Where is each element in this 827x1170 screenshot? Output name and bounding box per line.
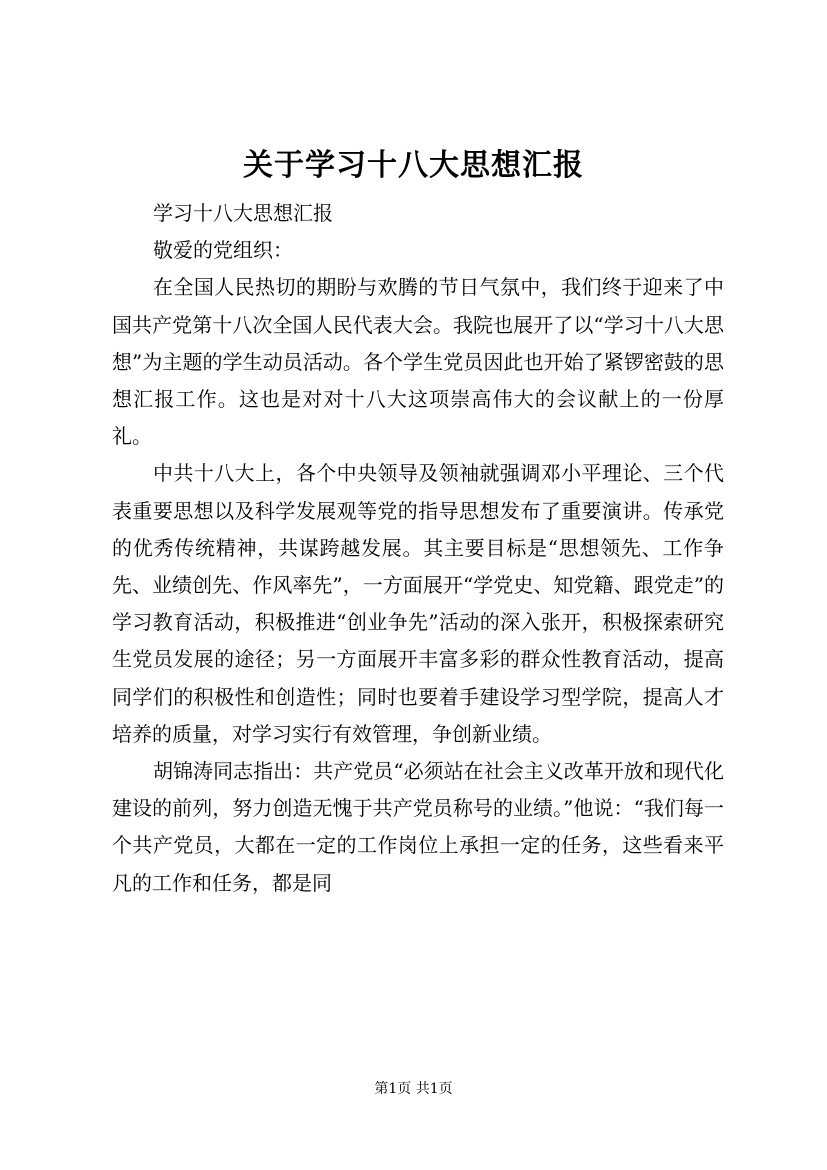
report-subtitle: 学习十八大思想汇报 bbox=[153, 201, 333, 225]
body-paragraph: 在全国人民热切的期盼与欢腾的节日气氛中，我们终于迎来了中国共产党第十八次全国人民代表大会。我院也展开了以“学习十八大思想”为主题的学生动员活动。各个学生党员因此也开始了紧锣密鼓的思想汇报工作。这也是对对十八大这项崇高伟大的会议献上的一份厚礼。 bbox=[112, 275, 724, 449]
page-footer: 第1页 共1页 bbox=[374, 1081, 453, 1097]
body-paragraph: 中共十八大上，各个中央领导及领袖就强调邓小平理论、三个代表重要思想以及科学发展观等党的指导思想发布了重要演讲。传承党的优秀传统精神，共谋跨越发展。其主要目标是“思想领先、工作争先、业绩创先、作风率先”，一方面展开“学党史、知党籍、跟党走”的学习教育活动，积极推进“创业争先”活动的深入张开，积极探索研究生党员发展的途径；另一方面展开丰富多彩的群众性教育活动，提高同学们的积极性和创造性；同时也要着手建设学习型学院，提高人才培养的质量，对学习实行有效管理，争创新业绩。 bbox=[112, 461, 724, 746]
document-title: 关于学习十八大思想汇报 bbox=[243, 148, 584, 183]
body-paragraph: 胡锦涛同志指出：共产党员“必须站在社会主义改革开放和现代化建设的前列，努力创造无愧于共产党员称号的业绩。”他说：“我们每一个共产党员，大都在一定的工作岗位上承担一定的任务，这些看来平凡的工作和任务，都是同 bbox=[112, 759, 724, 895]
document-body bbox=[112, 195, 724, 902]
salutation: 敬爱的党组织： bbox=[153, 238, 293, 263]
